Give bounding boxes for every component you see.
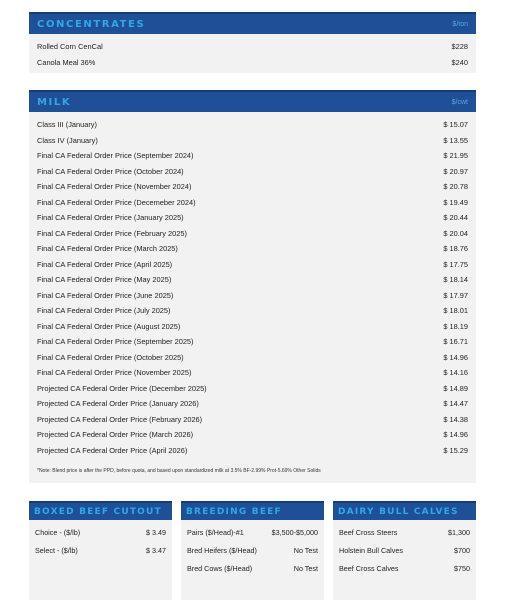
price-value: $ 14.38	[443, 414, 468, 424]
price-value: $ 3.47	[146, 545, 166, 555]
price-value: $ 13.55	[443, 135, 468, 145]
price-label: Class IV (January)	[37, 135, 98, 145]
milk-title: MILK	[37, 96, 72, 108]
boxed-beef-body	[29, 520, 172, 600]
price-label: Projected CA Federal Order Price (February 2026)	[37, 414, 203, 424]
boxed-beef-title: BOXED BEEF CUTOUT	[34, 506, 162, 517]
price-value: $ 21.95	[443, 151, 468, 161]
price-row	[29, 210, 476, 226]
price-row	[29, 288, 476, 304]
milk-unit: $/cwt	[451, 98, 468, 106]
price-row	[29, 226, 476, 242]
price-row	[29, 241, 476, 257]
price-label: Final CA Federal Order Price (Decemeber 2024)	[37, 197, 196, 207]
price-value: $ 18.01	[443, 306, 468, 316]
price-label: Final CA Federal Order Price (July 2025)	[37, 306, 171, 316]
milk-section	[29, 90, 476, 483]
price-row	[333, 523, 476, 541]
price-label: Rolled Corn CenCal	[37, 42, 103, 52]
concentrates-unit: $/ton	[452, 20, 468, 28]
price-row	[29, 55, 476, 71]
price-row	[29, 195, 476, 211]
price-value: $ 18.14	[443, 275, 468, 285]
price-row	[29, 541, 172, 559]
price-label: Final CA Federal Order Price (April 2025)	[37, 259, 173, 269]
price-value: $ 14.47	[443, 399, 468, 409]
price-value: $ 15.07	[443, 120, 468, 130]
boxed-beef-section	[29, 501, 172, 600]
price-row	[29, 412, 476, 428]
price-row	[29, 179, 476, 195]
price-label: Canola Meal 36%	[37, 57, 96, 67]
concentrates-section	[29, 12, 476, 73]
price-row	[29, 334, 476, 350]
price-label: Projected CA Federal Order Price (March 2026)	[37, 430, 194, 440]
price-row	[29, 523, 172, 541]
price-label: Class III (January)	[37, 120, 97, 130]
price-row	[333, 541, 476, 559]
price-value: $ 14.16	[443, 368, 468, 378]
price-row	[29, 148, 476, 164]
price-value: $3,500-$5,000	[271, 527, 318, 537]
price-row	[29, 303, 476, 319]
price-value: $ 14.89	[443, 383, 468, 393]
price-label: Pairs ($/Head)-#1	[187, 527, 244, 537]
price-value: $ 16.71	[443, 337, 468, 347]
price-row	[29, 133, 476, 149]
price-row	[29, 350, 476, 366]
price-row	[29, 319, 476, 335]
price-row	[29, 117, 476, 133]
price-row	[181, 541, 324, 559]
price-value: $ 14.96	[443, 352, 468, 362]
price-value: $ 18.76	[443, 244, 468, 254]
price-label: Bred Heifers ($/Head)	[187, 545, 257, 555]
price-value: $ 17.75	[443, 259, 468, 269]
price-label: Holstein Bull Calves	[339, 545, 403, 555]
price-row	[29, 443, 476, 459]
price-row	[29, 39, 476, 55]
price-label: Projected CA Federal Order Price (January 2026)	[37, 399, 199, 409]
breeding-beef-body	[181, 520, 324, 600]
price-row	[29, 381, 476, 397]
price-value: $ 15.29	[443, 445, 468, 455]
concentrates-title: CONCENTRATES	[37, 18, 146, 30]
price-label: Final CA Federal Order Price (August 2025)	[37, 321, 181, 331]
price-label: Final CA Federal Order Price (February 2025)	[37, 228, 187, 238]
price-row	[29, 365, 476, 381]
price-label: Final CA Federal Order Price (November 2025)	[37, 368, 192, 378]
boxed-beef-header	[29, 501, 172, 520]
price-value: $750	[454, 563, 470, 573]
milk-header	[29, 90, 476, 112]
price-label: Beef Cross Steers	[339, 527, 398, 537]
price-label: Beef Cross Calves	[339, 563, 399, 573]
price-row	[29, 396, 476, 412]
concentrates-header	[29, 12, 476, 34]
price-value: $ 17.97	[443, 290, 468, 300]
price-label: Final CA Federal Order Price (November 2024)	[37, 182, 192, 192]
price-label: Final CA Federal Order Price (September 2024)	[37, 151, 194, 161]
price-value: No Test	[293, 563, 318, 573]
dairy-bull-calves-title: DAIRY BULL CALVES	[338, 506, 459, 517]
milk-note: *Note: Blend price is after the PPD, before quota, and based upon standardized milk at 3.5% BF-2.99% Prot-5.69% Other Solids	[37, 468, 321, 474]
price-label: Bred Cows ($/Head)	[187, 563, 253, 573]
price-label: Final CA Federal Order Price (October 2024)	[37, 166, 184, 176]
price-value: $ 20.04	[443, 228, 468, 238]
price-row	[181, 559, 324, 577]
price-label: Final CA Federal Order Price (September 2025)	[37, 337, 194, 347]
price-row	[29, 257, 476, 273]
price-value: $ 20.97	[443, 166, 468, 176]
price-value: $ 14.96	[443, 430, 468, 440]
price-value: $700	[454, 545, 470, 555]
price-value: $240	[451, 57, 468, 67]
price-value: $ 19.49	[443, 197, 468, 207]
price-label: Choice - ($/lb)	[35, 527, 81, 537]
breeding-beef-header	[181, 501, 324, 520]
price-value: $228	[451, 42, 468, 52]
concentrates-body	[29, 34, 476, 73]
price-row	[333, 559, 476, 577]
price-label: Projected CA Federal Order Price (April 2026)	[37, 445, 188, 455]
price-value: $ 18.19	[443, 321, 468, 331]
price-label: Select - ($/lb)	[35, 545, 78, 555]
price-label: Final CA Federal Order Price (March 2025)	[37, 244, 178, 254]
price-label: Final CA Federal Order Price (May 2025)	[37, 275, 172, 285]
price-value: $ 20.78	[443, 182, 468, 192]
dairy-bull-calves-section	[333, 501, 476, 600]
price-value: $ 20.44	[443, 213, 468, 223]
dairy-bull-calves-header	[333, 501, 476, 520]
price-value: No Test	[293, 545, 318, 555]
price-row	[29, 164, 476, 180]
price-label: Final CA Federal Order Price (January 2025)	[37, 213, 184, 223]
dairy-bull-calves-body	[333, 520, 476, 600]
price-value: $ 3.49	[146, 527, 166, 537]
price-row	[29, 427, 476, 443]
price-label: Projected CA Federal Order Price (December 2025)	[37, 383, 207, 393]
price-label: Final CA Federal Order Price (October 2025)	[37, 352, 184, 362]
price-row	[181, 523, 324, 541]
milk-body	[29, 112, 476, 483]
breeding-beef-title: BREEDING BEEF	[186, 506, 282, 517]
price-row	[29, 272, 476, 288]
price-value: $1,300	[448, 527, 470, 537]
price-label: Final CA Federal Order Price (June 2025)	[37, 290, 174, 300]
breeding-beef-section	[181, 501, 324, 600]
